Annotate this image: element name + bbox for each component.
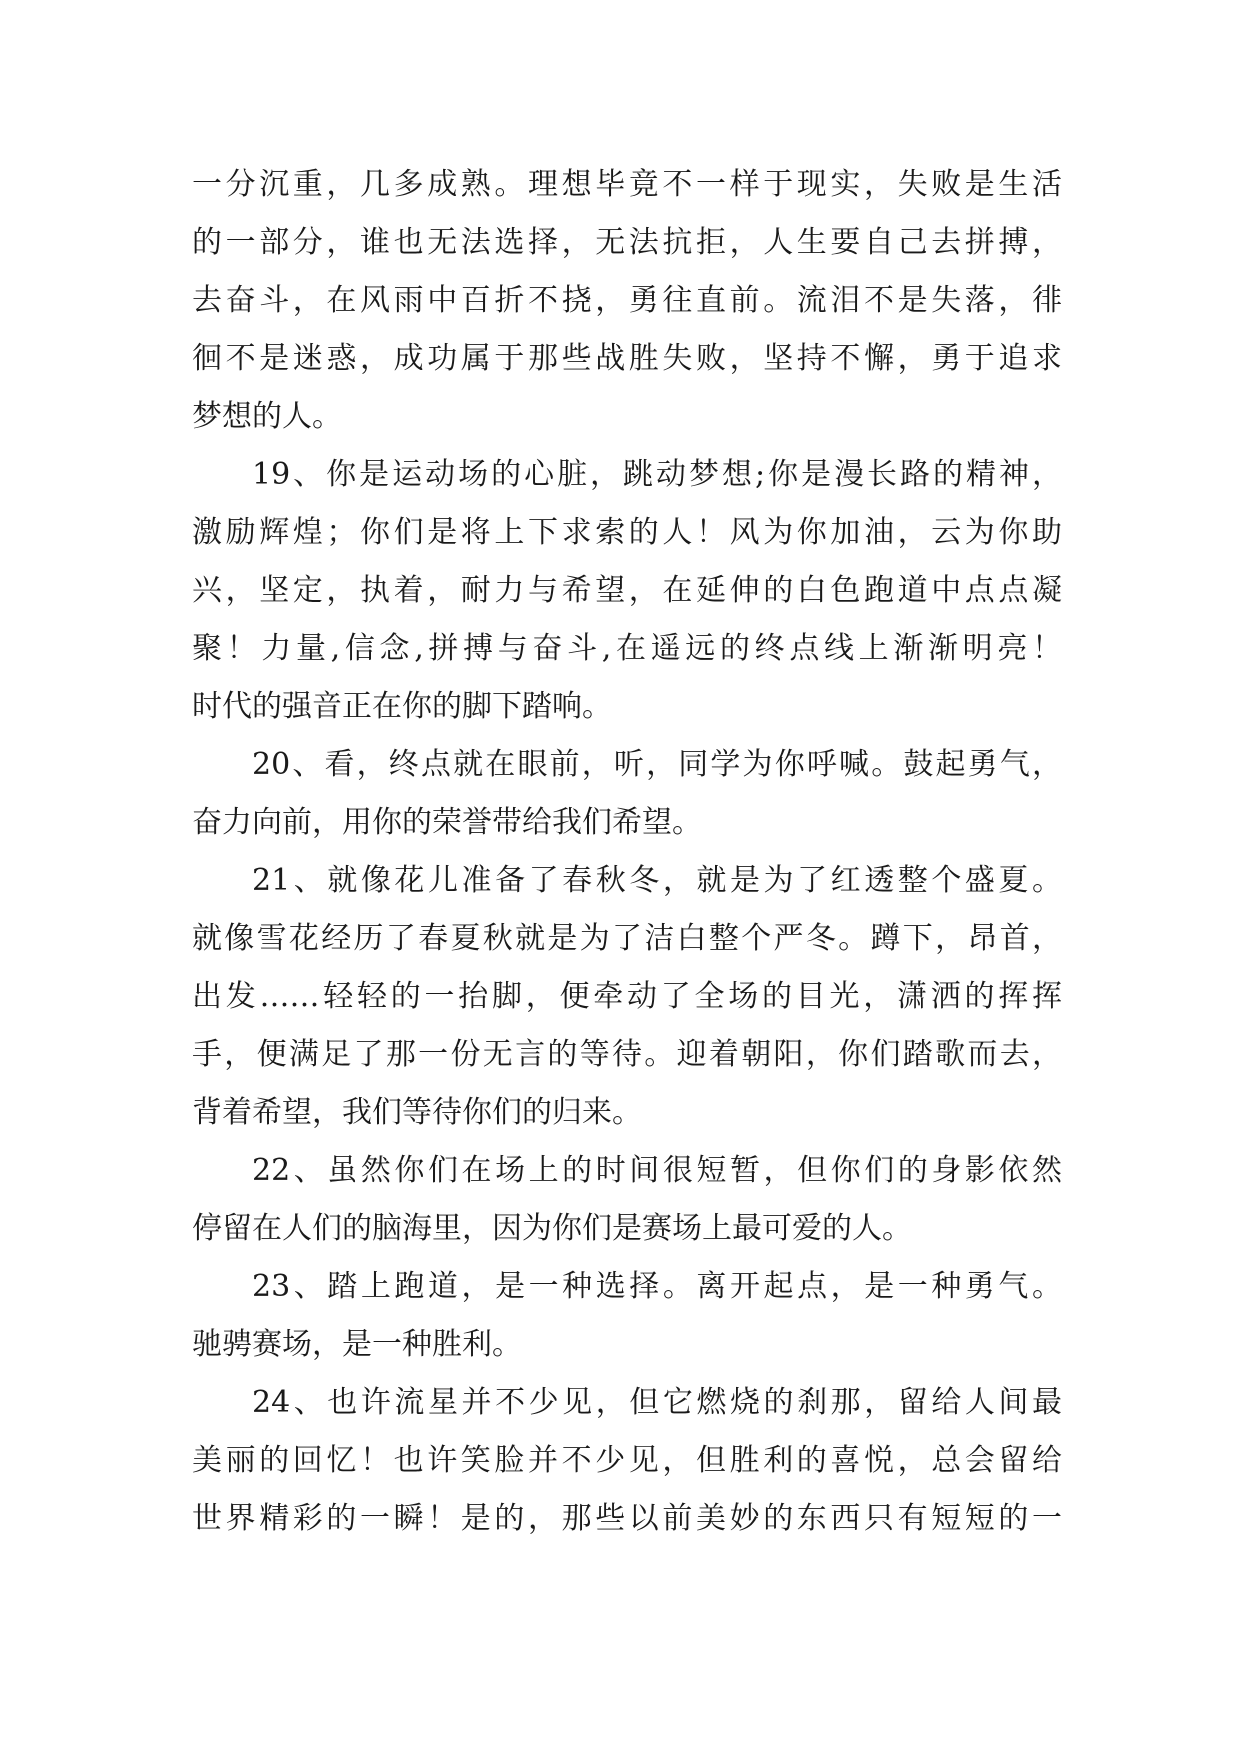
text-line: 19、你是运动场的心脏，跳动梦想;你是漫长路的精神， [252,457,1062,492]
text-line: 就像雪花经历了春夏秋就是为了洁白整个严冬。蹲下，昂首， [192,921,1062,956]
document-body [192,156,1062,1548]
text-line: 21、就像花儿准备了春秋冬，就是为了红透整个盛夏。 [252,863,1062,898]
paragraph [192,852,1062,1142]
paragraph [192,1142,1062,1258]
text-line: 手，便满足了那一份无言的等待。迎着朝阳，你们踏歌而去， [192,1037,1062,1072]
text-line: 时代的强音正在你的脚下踏响。 [192,689,612,724]
text-line: 激励辉煌；你们是将上下求索的人！风为你加油，云为你助 [192,515,1062,550]
text-line: 24、也许流星并不少见，但它燃烧的刹那，留给人间最 [252,1385,1062,1420]
text-line: 去奋斗，在风雨中百折不挠，勇往直前。流泪不是失落，徘 [192,283,1062,318]
paragraph [192,736,1062,852]
text-line: 22、虽然你们在场上的时间很短暂，但你们的身影依然 [252,1153,1062,1188]
text-line: 背着希望，我们等待你们的归来。 [192,1095,642,1130]
paragraph [192,446,1062,736]
text-line: 奋力向前，用你的荣誉带给我们希望。 [192,805,702,840]
text-line: 徊不是迷惑，成功属于那些战胜失败，坚持不懈，勇于追求 [192,341,1062,376]
text-line: 23、踏上跑道，是一种选择。离开起点，是一种勇气。 [252,1269,1062,1304]
text-line: 的一部分，谁也无法选择，无法抗拒，人生要自己去拼搏， [192,225,1062,260]
text-line: 聚！力量,信念,拼搏与奋斗,在遥远的终点线上渐渐明亮！ [192,631,1062,666]
text-line: 美丽的回忆！也许笑脸并不少见，但胜利的喜悦，总会留给 [192,1443,1062,1478]
paragraph [192,156,1062,446]
text-line: 20、看，终点就在眼前，听，同学为你呼喊。鼓起勇气， [252,747,1062,782]
paragraph [192,1258,1062,1374]
text-line: 出发……轻轻的一抬脚，便牵动了全场的目光，潇洒的挥挥 [192,979,1062,1014]
text-line: 兴，坚定，执着，耐力与希望，在延伸的白色跑道中点点凝 [192,573,1062,608]
text-line: 一分沉重，几多成熟。理想毕竟不一样于现实，失败是生活 [192,167,1062,202]
text-line: 世界精彩的一瞬！是的，那些以前美妙的东西只有短短的一 [192,1501,1062,1536]
text-line: 梦想的人。 [192,399,342,434]
paragraph [192,1374,1062,1548]
text-line: 驰骋赛场，是一种胜利。 [192,1327,522,1362]
text-line: 停留在人们的脑海里，因为你们是赛场上最可爱的人。 [192,1211,912,1246]
